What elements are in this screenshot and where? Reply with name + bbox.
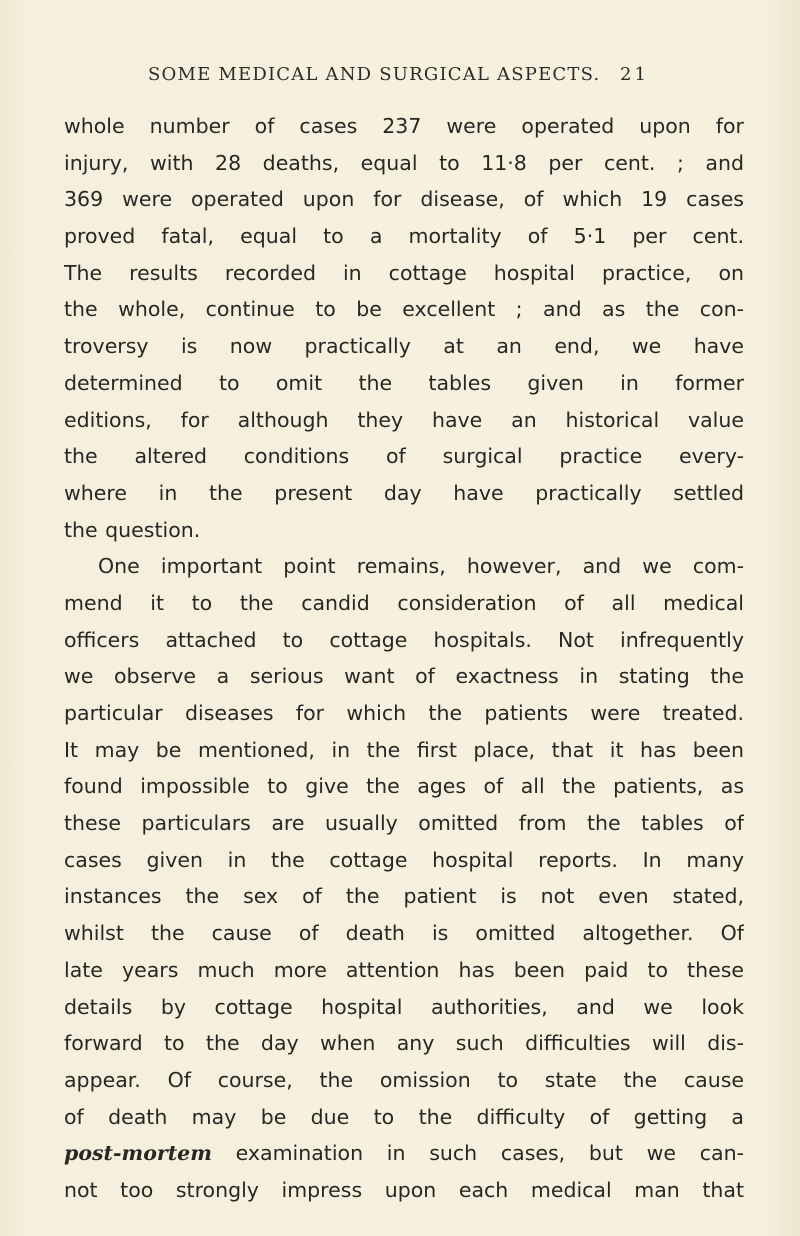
text-line: not too strongly impress upon each medical man that [64,1177,744,1202]
text-line: cases given in the cottage hospital reports. In many [64,847,744,872]
text-line: injury, with 28 deaths, equal to 11·8 per cent. ; and [64,150,744,175]
text-line: whilst the cause of death is omitted altogether. Of [64,921,744,946]
text-line: we observe a serious want of exactness in stating the [64,664,744,689]
text-line: The results recorded in cottage hospital practice, on [64,260,744,285]
text-line: particular diseases for which the patients were treated. [64,701,744,725]
text-line: forward to the day when any such difficulties will dis- [64,1031,744,1056]
text-line-with-italic [64,1135,744,1172]
text-line: officers attached to cottage hospitals. Not infrequently [64,627,744,652]
text-line: One important point remains, however, and we com- [98,554,744,579]
text-line: where in the present day have practically settled [64,480,744,505]
text-line: mend it to the candid consideration of all medical [64,590,744,615]
body-text [64,108,744,1209]
text-line: the whole, continue to be excellent ; and as the con- [64,297,744,322]
text-line: proved fatal, equal to a mortality of 5·1 per cent. [64,224,744,249]
text-line: late years much more attention has been paid to these [64,957,744,982]
text-line: the altered conditions of surgical practice every- [64,444,744,469]
text-line: the question. [64,517,201,542]
text-line: troversy is now practically at an end, we have [64,334,744,359]
text-line: these particulars are usually omitted from the tables of [64,811,744,836]
text-line: whole number of cases 237 were operated upon for [64,114,744,138]
text-line: appear. Of course, the omission to state the cause [64,1067,744,1092]
text-line: It may be mentioned, in the first place, that it has been [64,737,744,762]
page-number: 21 [620,64,649,85]
text-line: found impossible to give the ages of all the patients, as [64,774,744,799]
page-header [0,58,800,92]
text-line: instances the sex of the patient is not even stated, [64,884,744,909]
text-line: editions, for although they have an historical value [64,407,744,432]
text-line: 369 were operated upon for disease, of which 19 cases [64,187,744,212]
text-line: of death may be due to the difficulty of getting a [64,1104,744,1129]
text-line-rest: examination in such cases, but we can- [235,1141,744,1166]
italic-term: post-mortem [64,1141,212,1166]
running-title: SOME MEDICAL AND SURGICAL ASPECTS. [148,64,601,85]
text-line: determined to omit the tables given in former [64,370,744,395]
text-line: details by cottage hospital authorities, and we look [64,994,744,1019]
